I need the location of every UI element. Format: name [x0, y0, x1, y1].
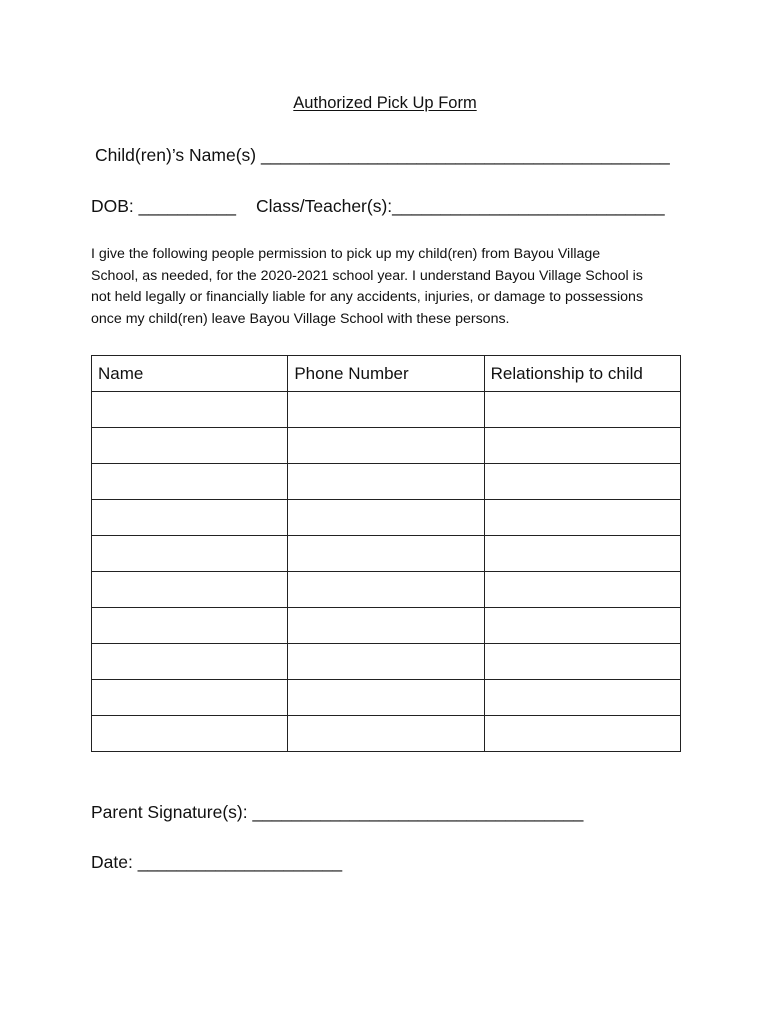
name-cell[interactable]: [92, 428, 288, 464]
table-row: [92, 680, 681, 716]
name-cell[interactable]: [92, 644, 288, 680]
name-cell[interactable]: [92, 464, 288, 500]
column-header-name: Name: [92, 356, 288, 392]
relationship-cell[interactable]: [484, 464, 680, 500]
table-row: [92, 572, 681, 608]
table-row: [92, 428, 681, 464]
relationship-cell[interactable]: [484, 680, 680, 716]
name-cell[interactable]: [92, 572, 288, 608]
relationship-cell[interactable]: [484, 536, 680, 572]
table-row: [92, 464, 681, 500]
permission-text-line: I give the following people permission to pick up my child(ren) from Bayou Village: [91, 246, 601, 262]
permission-text-line: not held legally or financially liable for any accidents, injuries, or damage to possessions: [91, 289, 644, 305]
name-cell[interactable]: [92, 716, 288, 752]
name-cell[interactable]: [92, 392, 288, 428]
phone-cell[interactable]: [288, 428, 484, 464]
table-header-row: [92, 356, 681, 392]
phone-cell[interactable]: [288, 500, 484, 536]
parent-signature-field[interactable]: Parent Signature(s): __________________________________: [91, 802, 584, 822]
name-cell[interactable]: [92, 608, 288, 644]
phone-cell[interactable]: [288, 716, 484, 752]
relationship-cell[interactable]: [484, 716, 680, 752]
relationship-cell[interactable]: [484, 608, 680, 644]
relationship-cell[interactable]: [484, 392, 680, 428]
column-header-phone: Phone Number: [288, 356, 484, 392]
table-body: [92, 392, 681, 752]
table-row: [92, 500, 681, 536]
permission-paragraph: [91, 244, 691, 330]
table-row: [92, 644, 681, 680]
phone-cell[interactable]: [288, 464, 484, 500]
name-cell[interactable]: [92, 680, 288, 716]
phone-cell[interactable]: [288, 536, 484, 572]
table-row: [92, 608, 681, 644]
phone-cell[interactable]: [288, 392, 484, 428]
relationship-cell[interactable]: [484, 500, 680, 536]
name-cell[interactable]: [92, 500, 288, 536]
phone-cell[interactable]: [288, 572, 484, 608]
column-header-relationship: Relationship to child: [484, 356, 680, 392]
phone-cell[interactable]: [288, 644, 484, 680]
children-name-field[interactable]: Child(ren)’s Name(s) __________________________________________: [95, 145, 670, 165]
relationship-cell[interactable]: [484, 428, 680, 464]
relationship-cell[interactable]: [484, 644, 680, 680]
authorized-persons-table: [91, 355, 681, 752]
permission-text-line: School, as needed, for the 2020-2021 school year. I understand Bayou Village School is: [91, 267, 643, 284]
page-title: Authorized Pick Up Form: [293, 94, 477, 112]
table-row: [92, 392, 681, 428]
permission-text-line: once my child(ren) leave Bayou Village School with these persons.: [91, 310, 510, 327]
phone-cell[interactable]: [288, 608, 484, 644]
table-row: [92, 536, 681, 572]
phone-cell[interactable]: [288, 680, 484, 716]
table-row: [92, 716, 681, 752]
name-cell[interactable]: [92, 536, 288, 572]
relationship-cell[interactable]: [484, 572, 680, 608]
dob-field[interactable]: DOB: __________: [91, 196, 236, 216]
date-field[interactable]: Date: _____________________: [91, 852, 343, 872]
class-teacher-field[interactable]: Class/Teacher(s):____________________________: [256, 196, 665, 216]
